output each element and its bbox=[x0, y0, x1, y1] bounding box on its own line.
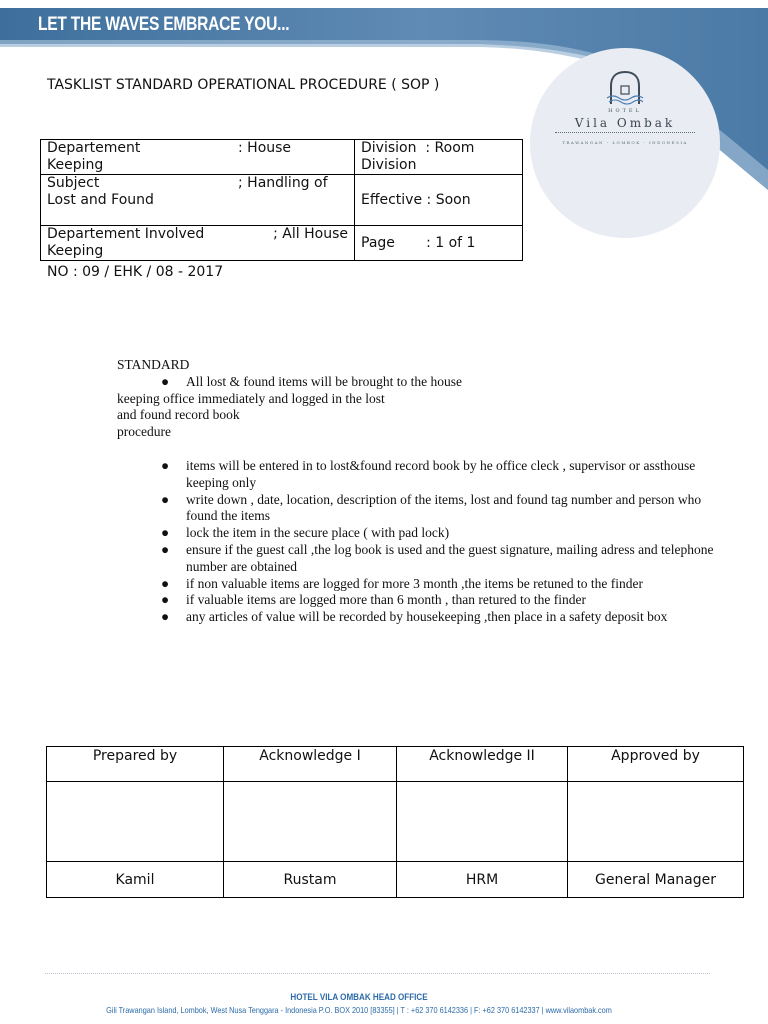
bullet-icon: ● bbox=[161, 525, 170, 541]
footer-address-text: Gili Trawangan Island, Lombok, West Nusa Tenggara - Indonesia P.O. BOX 2010 [83355] | T : +62 370 6142336 | F: +62 370 6142337 | www.vilaombak.com bbox=[106, 1005, 612, 1015]
acknowledge-2-header: Acknowledge II bbox=[397, 747, 568, 782]
list-item bbox=[161, 542, 721, 576]
subject-cont: Lost and Found bbox=[47, 192, 154, 208]
bullet-icon: ● bbox=[161, 491, 170, 507]
info-row bbox=[41, 140, 523, 175]
standard-heading: STANDARD bbox=[117, 357, 190, 372]
subject-value: ; Handling of bbox=[238, 175, 328, 191]
involved-cont: Keeping bbox=[47, 243, 104, 259]
signature-box bbox=[397, 782, 568, 862]
list-item bbox=[161, 609, 721, 626]
logo-divider bbox=[555, 132, 695, 133]
bullet-icon: ● bbox=[161, 575, 170, 591]
procedure-heading: procedure bbox=[117, 424, 171, 440]
standard-bullet bbox=[117, 374, 737, 391]
logo-location: TRAWANGAN - LOMBOK - INDONESIA bbox=[562, 140, 688, 145]
list-item bbox=[161, 492, 721, 526]
signature-box bbox=[224, 782, 397, 862]
signature-box bbox=[47, 782, 224, 862]
acknowledge-1-header: Acknowledge I bbox=[224, 747, 397, 782]
department-label: Departement bbox=[47, 140, 141, 156]
division-label: Division bbox=[361, 140, 417, 156]
footer-divider bbox=[45, 973, 710, 974]
list-item-text: any articles of value will be recorded by housekeeping ,then place in a safety deposit box bbox=[186, 609, 668, 625]
standard-line-1: All lost & found items will be brought to the house bbox=[186, 373, 462, 389]
document-number: NO : 09 / EHK / 08 - 2017 bbox=[47, 264, 224, 280]
division-cont: Division bbox=[361, 157, 417, 173]
involved-cell bbox=[41, 226, 355, 261]
signature-header-row bbox=[47, 747, 744, 782]
list-item-text: if valuable items are logged more than 6 month , than retured to the finder bbox=[186, 592, 586, 608]
info-table bbox=[40, 139, 523, 261]
info-row bbox=[41, 175, 523, 226]
acknowledge-1-name: Rustam bbox=[224, 862, 397, 898]
procedure-list bbox=[161, 458, 721, 626]
page-label: Page bbox=[361, 234, 395, 251]
list-item-text: items will be entered in to lost&found record book by he office cleck , supervisor or assthouse keeping only bbox=[186, 458, 696, 490]
division-cell bbox=[355, 140, 523, 175]
standard-section bbox=[117, 357, 737, 441]
bullet-icon: ● bbox=[161, 458, 170, 473]
signature-name-row bbox=[47, 862, 744, 898]
subject-cell bbox=[41, 175, 355, 226]
signature-box bbox=[568, 782, 744, 862]
bullet-icon: ● bbox=[161, 373, 170, 389]
footer-title: HOTEL VILA OMBAK HEAD OFFICE bbox=[290, 992, 428, 1003]
bullet-icon: ● bbox=[161, 609, 170, 625]
involved-value: ; All House bbox=[273, 226, 348, 242]
division-value: : Room bbox=[425, 140, 475, 156]
list-item-text: write down , date, location, description of the items, lost and found tag number and person who found the items bbox=[186, 491, 702, 524]
footer-address bbox=[0, 1005, 718, 1015]
approved-by-name: General Manager bbox=[568, 862, 744, 898]
list-item bbox=[161, 592, 721, 609]
department-value: : House bbox=[238, 140, 292, 156]
signature-space-row bbox=[47, 782, 744, 862]
prepared-by-name: Kamil bbox=[47, 862, 224, 898]
bullet-icon: ● bbox=[161, 541, 170, 557]
approved-by-header: Approved by bbox=[568, 747, 744, 782]
signature-table bbox=[46, 746, 744, 898]
document-title: TASKLIST STANDARD OPERATIONAL PROCEDURE ( SOP ) bbox=[47, 77, 440, 93]
standard-line-3: and found record book bbox=[117, 407, 240, 423]
acknowledge-2-name: HRM bbox=[397, 862, 568, 898]
logo-name: Vila Ombak bbox=[574, 116, 676, 130]
department-cont: Keeping bbox=[47, 157, 104, 173]
list-item bbox=[161, 576, 721, 593]
standard-line-2: keeping office immediately and logged in the lost bbox=[117, 390, 385, 406]
list-item bbox=[161, 525, 721, 542]
bullet-icon: ● bbox=[161, 592, 170, 608]
page-value: : 1 of 1 bbox=[426, 234, 476, 251]
hotel-logo bbox=[530, 48, 720, 188]
department-cell bbox=[41, 140, 355, 175]
list-item-text: ensure if the guest call ,the log book is used and the guest signature, mailing adress and telephone number are obtained bbox=[186, 541, 714, 574]
logo-hotel-label: HOTEL bbox=[608, 108, 642, 114]
effective-text: Effective : Soon bbox=[361, 191, 471, 208]
list-item-text: lock the item in the secure place ( with pad lock) bbox=[186, 525, 450, 541]
arch-icon bbox=[597, 70, 653, 106]
effective-cell bbox=[355, 175, 523, 226]
page-cell bbox=[355, 226, 523, 261]
slogan: LET THE WAVES EMBRACE YOU... bbox=[38, 14, 290, 35]
involved-label: Departement Involved bbox=[47, 226, 205, 242]
info-row bbox=[41, 226, 523, 261]
list-item bbox=[161, 458, 721, 492]
prepared-by-header: Prepared by bbox=[47, 747, 224, 782]
list-item-text: if non valuable items are logged for more 3 month ,the items be retuned to the finder bbox=[186, 575, 643, 591]
subject-label: Subject bbox=[47, 175, 100, 191]
